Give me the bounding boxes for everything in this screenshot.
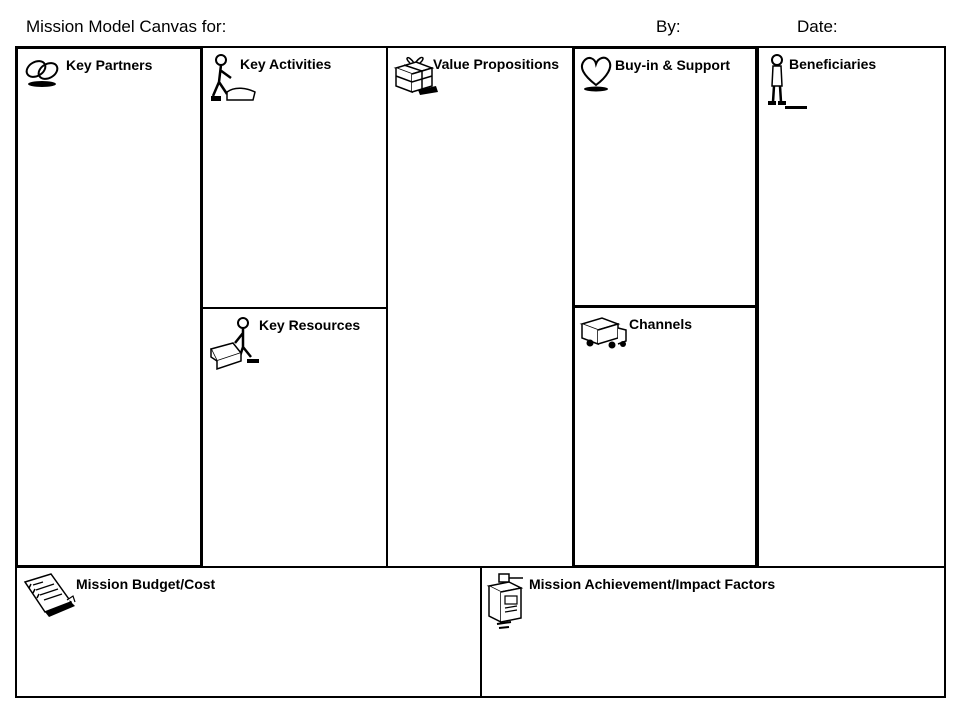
canvas-title: Mission Model Canvas for: [26,17,227,36]
cash-register-icon [485,572,531,632]
mission-budget-cost-block [15,566,482,698]
key-resources-label: Key Resources [259,317,361,333]
key-activities-label: Key Activities [240,56,332,72]
key-partners-block [15,46,203,568]
value-propositions-label: Value Propositions [433,56,560,72]
key-partners-label: Key Partners [66,57,153,73]
buy-in-support-block [572,46,758,308]
channels-block [572,305,758,568]
heart-icon [579,55,617,93]
channels-label: Channels [629,316,693,332]
document-icon [21,572,77,622]
delivery-truck-icon [580,314,630,354]
mission-achievement-label: Mission Achievement/Impact Factors [529,576,776,592]
chain-link-icon [22,55,64,89]
mission-budget-cost-label: Mission Budget/Cost [76,576,216,592]
buy-in-support-label: Buy-in & Support [615,57,731,73]
worker-with-crate-icon [207,315,263,371]
beneficiaries-block [757,46,946,568]
date-label: Date: [797,17,838,36]
beneficiaries-label: Beneficiaries [789,56,877,72]
key-activities-block [201,46,388,309]
mission-achievement-block [480,566,946,698]
value-propositions-block [386,46,574,568]
by-label: By: [656,17,681,36]
key-resources-block [201,307,388,568]
